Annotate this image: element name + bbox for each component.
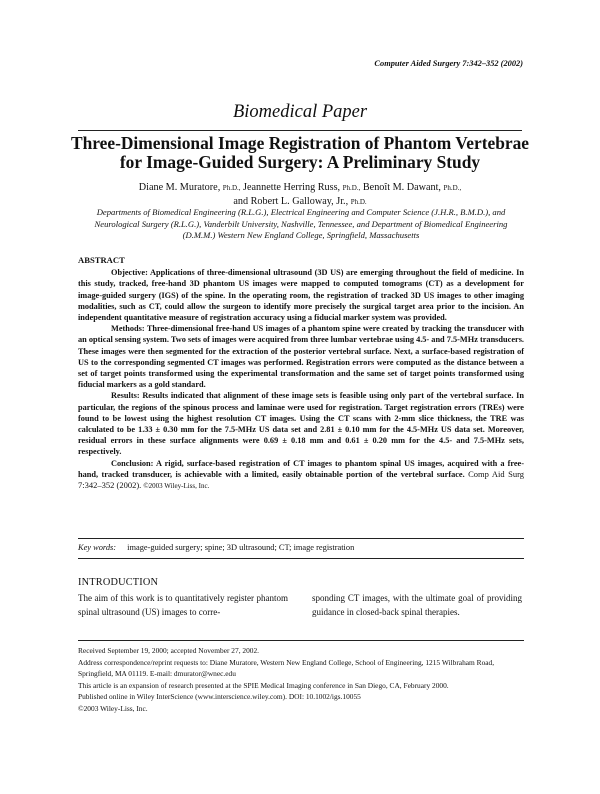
footnotes (78, 645, 524, 715)
body-column-left: The aim of this work is to quantitatively register phantom spinal ultrasound (US) images to corre- (78, 593, 288, 618)
footnote-copyright: ©2003 Wiley-Liss, Inc. (78, 703, 148, 713)
abstract-methods (78, 323, 524, 390)
objective-text: Applications of three-dimensional ultrasound (3D US) are emerging throughout the field of medicine. In this study, tracked, free-hand 3D phantom US images were mapped to computed tomograms (CT) as a development for image-guided surgery (IGS) of the spine. In the operating room, the registration of tracked 3D US images to other imaging modalities, such as CT, could allow the surgeon to identify more precisely the surgical target area prior to the incision. An independent quantitative measure of registration accuracy using a fiducial marker system was provided. (78, 268, 524, 323)
author-degree: Ph.D. (350, 198, 367, 206)
author-degree: Ph.D., (443, 184, 462, 192)
results-label: Results: (111, 391, 140, 401)
abstract-citation: Comp Aid Surg 7:342–352 (2002). (78, 468, 525, 491)
author-name: Benoît M. Dawant, (362, 182, 441, 193)
author-degree: Ph.D., (342, 184, 361, 192)
author-name: and Robert L. Galloway, Jr., (233, 196, 349, 207)
footnote-received: Received September 19, 2000; accepted November 27, 2002. (78, 646, 260, 655)
running-head: Computer Aided Surgery 7:342–352 (2002) (374, 59, 523, 68)
author-line-1 (70, 181, 530, 195)
body-column-right: sponding CT images, with the ultimate goal of providing guidance in closed-back spinal therapies. (312, 593, 522, 618)
section-label: Biomedical Paper (232, 102, 368, 122)
author-list (70, 181, 530, 209)
keywords-label: Key words: (78, 543, 117, 552)
keywords (78, 543, 524, 552)
abstract-results (78, 390, 524, 457)
footnote-conference: This article is an expansion of research presented at the SPIE Medical Imaging conference in San Diego, CA, February 2000. (78, 680, 449, 690)
keywords-text: image-guided surgery; spine; 3D ultrasound; CT; image registration (127, 543, 355, 552)
abstract-conclusion (78, 458, 524, 493)
results-text: Results indicated that alignment of these image sets is feasible using only part of the vertebral surface. In particular, the regions of the spinous process and laminae were used for registration. Target registration errors (TREs) were found to be lowest using the highest resolution CT images. Using the CT scans with 2-mm slice thickness, the TRE was calculated to be 1.33 ± 0.30 mm for the 7.5-MHz US data set and 2.81 ± 0.10 mm for the 4.5-MHz US data set. Moreover, residual errors in these surface alignments were 0.69 ± 0.18 mm and 0.61 ± 0.20 mm for the 4.5- and 7.5-MHz sets, respectively. (78, 391, 524, 457)
author-degree: Ph.D., (222, 184, 241, 192)
keywords-rule-top (78, 538, 524, 539)
author-name: Jeannette Herring Russ, (243, 182, 341, 193)
keywords-rule-bottom (78, 558, 524, 559)
abstract (78, 255, 524, 492)
abstract-objective (78, 267, 524, 323)
conclusion-text: A rigid, surface-based registration of CT images to phantom spinal US images, acquired with a free-hand, tracked transducer, is achievable with a limited, easily obtainable portion of the vertebral surface. (78, 458, 524, 479)
methods-text: Three-dimensional free-hand US images of a phantom spine were created by tracking the transducer with an optical sensing system. Two sets of images were acquired from three lumbar vertebrae using 4.5- and 7.5-MHz transducers. These images were then segmented for the extraction of the posterior vertebral surface. Next, a surface-based registration of US to the corresponding segmented CT images was performed. Registration errors were computed as the distance between a set of target points transformed using the experimental transformation and the same set of target points transformed using fiducial markers as a gold standard. (78, 324, 524, 390)
methods-label: Methods: (111, 324, 145, 334)
objective-label: Objective: (111, 268, 148, 278)
conclusion-label: Conclusion: (111, 458, 154, 468)
header-rule (78, 130, 522, 131)
affiliations: Departments of Biomedical Engineering (R.L.G.), Electrical Engineering and Computer Science (J.H.R., B.M.D.), and Neurological Surgery (R.L.G.), Vanderbilt University, Nashville, Tennessee, and Department of Biomedical Engineering (D.M.M.) Western New England College, Springfield, Massachusetts (94, 207, 508, 240)
footnote-rule (78, 640, 524, 641)
abstract-copyright: ©2003 Wiley-Liss, Inc. (143, 482, 210, 491)
section-heading-introduction: INTRODUCTION (78, 577, 159, 588)
footnote-published: Published online in Wiley InterScience (www.interscience.wiley.com). DOI: 10.1002/igs.10055 (78, 692, 361, 702)
article-title: Three-Dimensional Image Registration of Phantom Vertebrae for Image-Guided Surgery: A Preliminary Study (70, 133, 530, 172)
footnote-correspondence: Address correspondence/reprint requests to: Diane Muratore, Western New England College, School of Engineering, 1215 Wilbraham Road, Springfield, MA 01119. E-mail: dmurator@wnec.edu (78, 657, 495, 679)
author-name: Diane M. Muratore, (138, 182, 221, 193)
abstract-heading: ABSTRACT (78, 255, 125, 265)
